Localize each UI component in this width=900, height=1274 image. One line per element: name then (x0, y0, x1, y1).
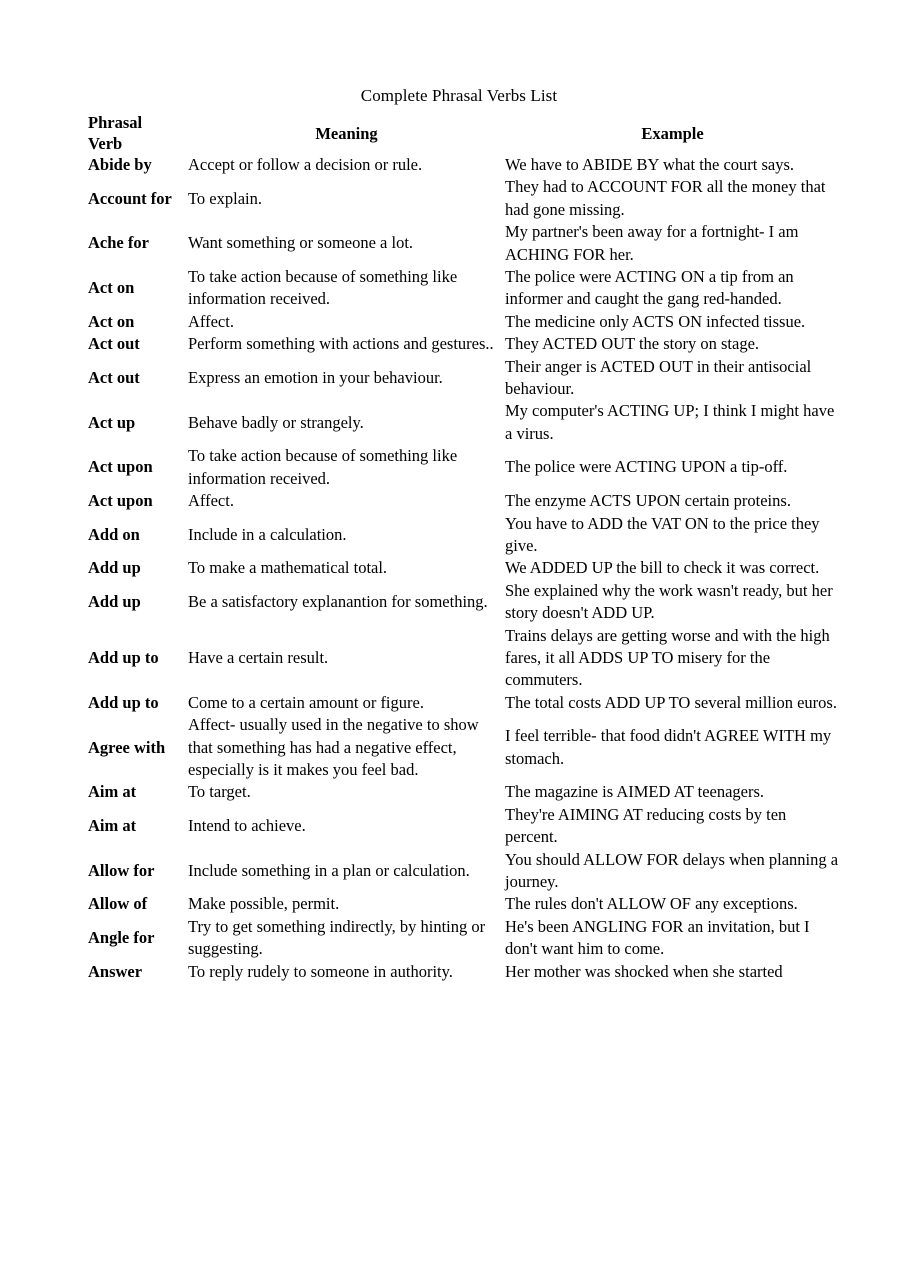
cell-meaning: Include something in a plan or calculation. (188, 860, 470, 880)
cell-example: The magazine is AIMED AT teenagers. (505, 782, 765, 802)
cell-meaning: Be a satisfactory explanantion for something. (188, 591, 488, 611)
table-row (88, 849, 840, 894)
cell-meaning: Have a certain result. (188, 647, 329, 667)
cell-example: Trains delays are getting worse and with the high fares, it all ADDS UP TO misery for the commuters. (505, 625, 830, 690)
cell-example: You should ALLOW FOR delays when planning a journey. (505, 849, 839, 891)
cell-phrasal-verb: Act out (88, 367, 140, 387)
cell-phrasal-verb: Aim at (88, 815, 137, 835)
cell-example: My partner's been away for a fortnight- I am ACHING FOR her. (505, 222, 799, 264)
column-header-phrasal-verb (88, 112, 188, 154)
cell-meaning: Include in a calculation. (188, 524, 347, 544)
cell-meaning: Accept or follow a decision or rule. (188, 155, 423, 174)
cell-phrasal-verb: Add up to (88, 647, 159, 667)
table-row (88, 557, 840, 579)
table-row (88, 692, 840, 714)
table-row (88, 580, 840, 625)
cell-meaning: To take action because of something like information received. (188, 446, 458, 488)
cell-example: You have to ADD the VAT ON to the price they give. (505, 513, 820, 555)
cell-phrasal-verb: Agree with (88, 737, 166, 757)
cell-meaning: To take action because of something like information received. (188, 267, 458, 309)
cell-phrasal-verb: Account for (88, 188, 172, 208)
cell-phrasal-verb: Abide by (88, 155, 152, 174)
table-row (88, 333, 840, 355)
cell-meaning: Make possible, permit. (188, 894, 340, 914)
cell-example: Her mother was shocked when she started (505, 961, 783, 981)
cell-phrasal-verb: Angle for (88, 928, 155, 948)
table-row (88, 513, 840, 558)
cell-phrasal-verb: Aim at (88, 782, 137, 802)
cell-meaning: Affect- usually used in the negative to show that something has had a negative effect, especially is it makes you feel bad. (188, 715, 479, 779)
cell-example: The total costs ADD UP TO several million euros. (505, 692, 837, 712)
cell-meaning: Perform something with actions and gestures.. (188, 334, 494, 354)
cell-meaning: Intend to achieve. (188, 815, 306, 835)
cell-example: They're AIMING AT reducing costs by ten percent. (505, 804, 787, 847)
cell-meaning: To explain. (188, 188, 262, 208)
cell-meaning: Come to a certain amount or figure. (188, 692, 424, 712)
cell-phrasal-verb: Act upon (88, 457, 153, 477)
table-row (88, 893, 840, 915)
table-row (88, 445, 840, 490)
column-header-meaning: Meaning (315, 123, 378, 143)
cell-meaning: Behave badly or strangely. (188, 412, 364, 432)
cell-phrasal-verb: Act up (88, 412, 136, 432)
cell-example: They ACTED OUT the story on stage. (505, 334, 760, 354)
table-row (88, 221, 840, 266)
cell-example: He's been ANGLING FOR an invitation, but I don't want him to come. (505, 916, 810, 959)
table-row (88, 714, 840, 781)
table-row (88, 176, 840, 221)
cell-example: The medicine only ACTS ON infected tissue. (505, 311, 806, 331)
table-row (88, 781, 840, 803)
cell-example: She explained why the work wasn't ready, but her story doesn't ADD UP. (505, 580, 833, 623)
column-header-phrasal-verb-line1: Phrasal (88, 113, 143, 132)
cell-phrasal-verb: Add up (88, 591, 141, 611)
cell-phrasal-verb: Answer (88, 961, 143, 981)
table-body (88, 154, 840, 983)
cell-phrasal-verb: Add up (88, 558, 141, 578)
cell-phrasal-verb: Act on (88, 278, 135, 298)
table-row (88, 356, 840, 401)
cell-example: My computer's ACTING UP; I think I might have a virus. (505, 401, 835, 443)
cell-phrasal-verb: Act on (88, 311, 135, 331)
cell-phrasal-verb: Ache for (88, 233, 149, 253)
table-row (88, 311, 840, 333)
cell-example: Their anger is ACTED OUT in their antisocial behaviour. (505, 356, 812, 399)
cell-meaning: Try to get something indirectly, by hinting or suggesting. (188, 916, 486, 959)
table-row (88, 400, 840, 445)
table-header (88, 112, 840, 154)
column-header-example: Example (641, 123, 704, 143)
cell-phrasal-verb: Add up to (88, 692, 159, 712)
table-row (88, 154, 840, 176)
phrasal-verbs-table (88, 112, 840, 983)
cell-phrasal-verb: Allow for (88, 860, 155, 880)
table-row (88, 490, 840, 512)
cell-meaning: Affect. (188, 491, 234, 511)
cell-phrasal-verb: Add on (88, 524, 140, 544)
cell-example: We have to ABIDE BY what the court says. (505, 155, 795, 174)
cell-example: The police were ACTING ON a tip from an informer and caught the gang red-handed. (505, 267, 794, 309)
cell-example: The rules don't ALLOW OF any exceptions. (505, 894, 798, 914)
cell-meaning: To target. (188, 782, 251, 802)
cell-example: They had to ACCOUNT FOR all the money that had gone missing. (505, 177, 826, 219)
cell-meaning: To reply rudely to someone in authority. (188, 961, 453, 981)
table-row (88, 266, 840, 311)
cell-phrasal-verb: Act out (88, 334, 140, 354)
cell-meaning: Express an emotion in your behaviour. (188, 367, 443, 387)
table-row (88, 916, 840, 961)
cell-example: The police were ACTING UPON a tip-off. (505, 457, 788, 477)
column-header-phrasal-verb-line2: Verb (88, 134, 123, 153)
table-row (88, 625, 840, 692)
cell-meaning: Want something or someone a lot. (188, 233, 414, 253)
table-row (88, 961, 840, 983)
cell-example: We ADDED UP the bill to check it was correct. (505, 558, 820, 578)
cell-example: The enzyme ACTS UPON certain proteins. (505, 491, 791, 511)
cell-phrasal-verb: Allow of (88, 894, 148, 914)
cell-meaning: To make a mathematical total. (188, 558, 388, 578)
cell-example: I feel terrible- that food didn't AGREE WITH my stomach. (505, 726, 832, 768)
page-title: Complete Phrasal Verbs List (360, 86, 558, 105)
table-row (88, 804, 840, 849)
cell-phrasal-verb: Act upon (88, 491, 153, 511)
header-row (88, 112, 840, 154)
cell-meaning: Affect. (188, 311, 234, 331)
